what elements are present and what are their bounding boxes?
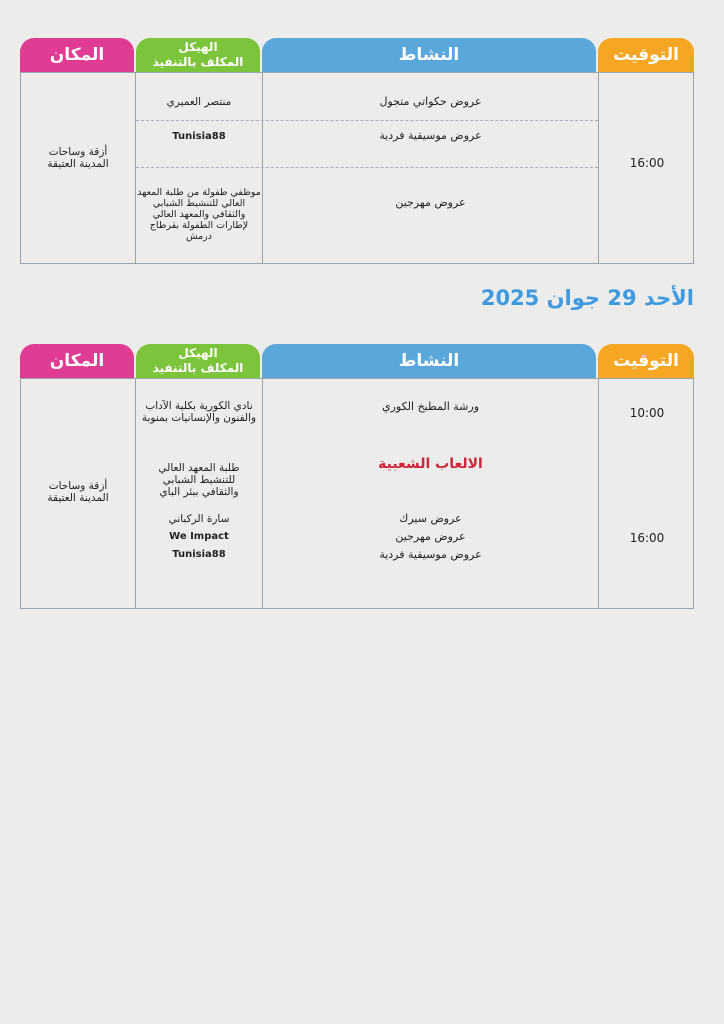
- header-activity: النشاط: [262, 38, 596, 72]
- time-cell: 10:00: [629, 406, 665, 420]
- table-body: [20, 378, 694, 609]
- header-place: المكان: [20, 38, 134, 72]
- activity-cell: عروض سيرك: [399, 512, 462, 525]
- table-body: [20, 72, 694, 264]
- header-place: المكان: [20, 344, 134, 378]
- activity-cell: ورشة المطبخ الكوري: [381, 400, 480, 413]
- organizer-cell: سارة الركباني: [168, 513, 230, 525]
- organizer-cell: طلبة المعهد العالي للتنشيط الشبابي والثقافي ببئر الباي: [158, 462, 240, 498]
- place-cell: أزقة وساحات المدينة العتيقة: [47, 480, 109, 504]
- header-organizer: الهيكل المكلف بالتنفيذ: [136, 38, 260, 72]
- organizer-cell: Tunisia88: [172, 131, 226, 142]
- header-organizer: الهيكل المكلف بالتنفيذ: [136, 344, 260, 378]
- time-cell: 16:00: [629, 156, 665, 170]
- organizer-cell: موظفي طفولة من طلبة المعهد العالي للتنشيط الشبابي والثقافي والمعهد العالي لإطارات الطفولة بقرطاج درمش: [137, 187, 261, 242]
- place-cell: أزقة وساحات المدينة العتيقة: [47, 146, 109, 170]
- header-time: التوقيت: [598, 344, 694, 378]
- schedule-table-2: [20, 344, 694, 609]
- activity-cell: عروض موسيقية فردية: [379, 548, 482, 561]
- activity-cell: الالعاب الشعبية: [378, 456, 483, 472]
- organizer-cell: منتصر العميري: [166, 96, 232, 108]
- activity-cell: عروض مهرجين: [395, 530, 466, 543]
- schedule-table-1: [20, 38, 694, 264]
- day-title: الأحد 29 جوان 2025: [480, 286, 694, 310]
- activity-cell: عروض موسيقية فردية: [379, 129, 482, 142]
- organizer-cell: We Impact: [169, 531, 229, 542]
- activity-cell: عروض مهرجين: [395, 196, 466, 209]
- organizer-cell: نادي الكورية بكلية الآداب والفنون والإنسانيات بمنوبة: [141, 400, 257, 424]
- header-time: التوقيت: [598, 38, 694, 72]
- time-cell: 16:00: [629, 531, 665, 545]
- organizer-cell: Tunisia88: [172, 549, 226, 560]
- activity-cell: عروض حكواتي متجول: [379, 95, 482, 108]
- header-activity: النشاط: [262, 344, 596, 378]
